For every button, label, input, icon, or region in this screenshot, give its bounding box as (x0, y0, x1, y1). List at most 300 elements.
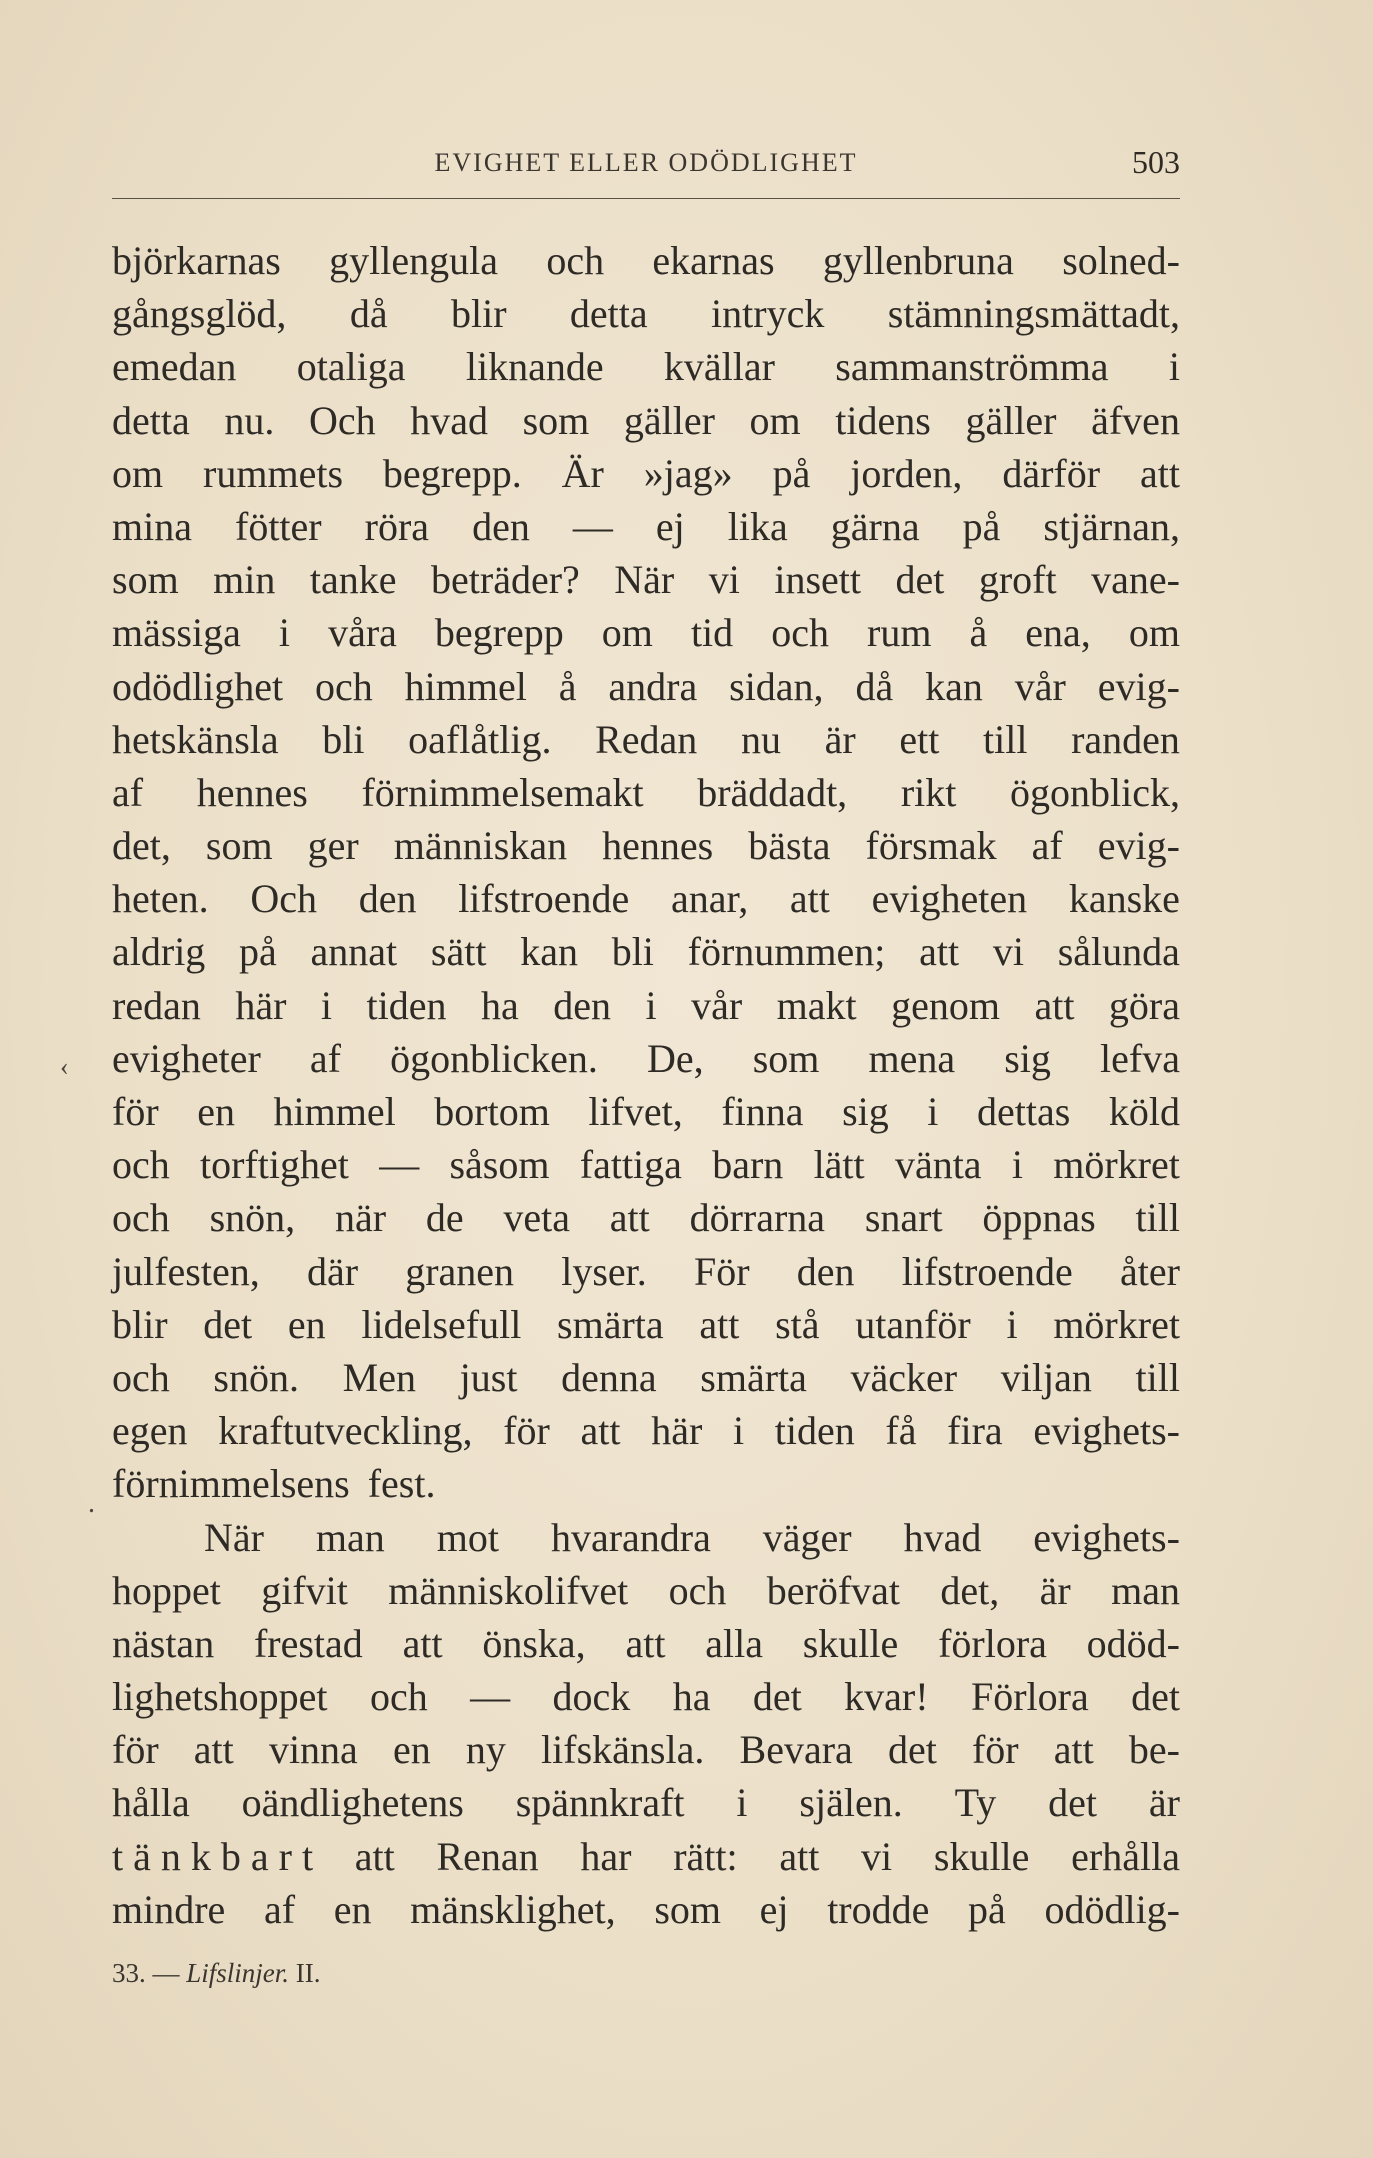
word: gäller (965, 397, 1057, 443)
word: blir (450, 291, 507, 337)
text-line (112, 553, 1180, 606)
signature-dash: — (152, 1958, 180, 1988)
word: ögonblick, (1010, 769, 1180, 815)
page-number: 503 (1132, 144, 1180, 180)
word: där (306, 1248, 359, 1294)
word: mörkret (1053, 1301, 1180, 1347)
word: mena (868, 1035, 956, 1081)
text-line (112, 713, 1180, 766)
word: ny (465, 1727, 506, 1773)
word: att (1053, 1727, 1094, 1773)
word: på (772, 450, 811, 496)
word: och (546, 238, 605, 283)
word: här (235, 982, 287, 1028)
word: mässiga (112, 610, 241, 656)
text-line (112, 1351, 1180, 1404)
word: af (309, 1035, 341, 1081)
text-line (112, 1564, 1180, 1617)
word: människan (393, 823, 568, 869)
word: kvällar (663, 344, 775, 390)
word: tid (690, 610, 734, 656)
word: själen. (799, 1780, 903, 1826)
text-line (112, 1830, 1180, 1883)
word: i (1011, 1142, 1023, 1188)
word: sig (1004, 1035, 1051, 1081)
word: man (315, 1514, 385, 1560)
word: granen (405, 1248, 515, 1294)
word: fest. (367, 1461, 436, 1507)
word: bli (322, 716, 365, 762)
word: dettas (976, 1089, 1071, 1134)
header-rule (112, 198, 1180, 199)
word: just (459, 1354, 518, 1400)
word: himmel (404, 663, 527, 709)
word: och (771, 610, 829, 656)
word: när (334, 1195, 387, 1241)
word: sidan, (729, 663, 824, 709)
word: Men (342, 1354, 416, 1400)
word: hennes (196, 769, 308, 815)
word: därför (1002, 450, 1101, 496)
word: heten. (112, 876, 209, 922)
word: en (333, 1886, 372, 1932)
book-title: Lifslinjer. (186, 1958, 290, 1988)
word: att (789, 876, 830, 922)
word: groft (978, 557, 1057, 603)
word: solned- (1062, 238, 1180, 283)
word: bästa (748, 823, 831, 869)
word: annat (310, 929, 398, 975)
text-line (112, 979, 1180, 1032)
word: förnummen; (687, 929, 886, 975)
word: kraftutveckling, (218, 1408, 473, 1454)
word: till (982, 716, 1028, 762)
body-text (112, 234, 1180, 1936)
word: beträder? (431, 557, 580, 603)
word: den (358, 876, 417, 922)
text-line (112, 660, 1180, 713)
word: då (855, 663, 894, 709)
word: kanske (1068, 876, 1180, 922)
word: gyllengula (329, 238, 498, 283)
word: sålunda (1057, 929, 1180, 975)
text-line (112, 1723, 1180, 1776)
word: hålla (112, 1780, 190, 1826)
text-line (112, 340, 1180, 393)
word: vane- (1091, 557, 1180, 603)
word: att (1034, 982, 1075, 1028)
word: det (887, 1727, 937, 1773)
text-line (112, 872, 1180, 925)
word: För (694, 1248, 750, 1294)
word: erhålla (1071, 1833, 1180, 1879)
word: liknande (465, 344, 604, 390)
word: dörrarna (689, 1195, 826, 1241)
word: lika (727, 503, 788, 549)
word: och (112, 1354, 170, 1400)
word: ett (899, 716, 940, 762)
word: för (503, 1408, 550, 1454)
text-line (112, 394, 1180, 447)
word: Renan (436, 1833, 539, 1879)
word: mänsklighet, (410, 1886, 616, 1932)
word: evighets- (1033, 1514, 1180, 1560)
word: ger (307, 823, 359, 869)
word: anar, (670, 876, 749, 922)
word: att (354, 1833, 395, 1879)
word: få (885, 1408, 917, 1454)
word: stjärnan, (1043, 503, 1180, 549)
word: hennes (602, 823, 714, 869)
word: bräddadt, (697, 769, 848, 815)
word: och (369, 1674, 428, 1720)
word: torftighet (200, 1142, 349, 1188)
word: hvad (903, 1514, 982, 1560)
word: önska, (482, 1620, 586, 1666)
word: på (239, 929, 277, 975)
word: be- (1128, 1727, 1180, 1773)
word: är (824, 716, 856, 762)
text-line (112, 1191, 1180, 1244)
word: Bevara (739, 1727, 853, 1773)
word: himmel (273, 1089, 396, 1134)
word: blir (112, 1301, 168, 1347)
word: oändlighetens (241, 1780, 464, 1826)
word: rätt: (673, 1833, 738, 1879)
word: att (609, 1195, 650, 1241)
word: och (112, 1142, 170, 1188)
word: hetskänsla (112, 716, 279, 762)
word: insett (774, 557, 861, 603)
word: smärta (557, 1301, 664, 1347)
word: äfven (1091, 397, 1180, 443)
word: en (392, 1727, 431, 1773)
word: väger (762, 1514, 852, 1560)
word: gärna (830, 503, 920, 549)
word: detta (569, 291, 648, 337)
word: som (654, 1886, 721, 1932)
word: den (472, 503, 530, 549)
word: hoppet (112, 1567, 221, 1613)
word: Och (250, 876, 317, 922)
word: viljan (1000, 1354, 1092, 1400)
word: vinna (268, 1727, 358, 1773)
word: människolifvet (388, 1567, 629, 1613)
word: »jag» (643, 450, 733, 496)
volume-number: II. (295, 1958, 321, 1988)
word: skulle (802, 1620, 899, 1666)
word: snön, (209, 1195, 296, 1241)
word: de (425, 1195, 464, 1241)
word: jorden, (850, 450, 963, 496)
word: gifvit (261, 1567, 348, 1613)
text-line (112, 1138, 1180, 1191)
word: såsom (449, 1142, 550, 1188)
word: dock (552, 1674, 631, 1720)
word: till (1135, 1195, 1180, 1241)
word: i (645, 982, 657, 1028)
word: göra (1108, 982, 1180, 1028)
word: evigheter (112, 1035, 261, 1081)
word: min (213, 557, 276, 603)
word: är (1148, 1780, 1180, 1826)
word: af (112, 769, 144, 815)
word: lefva (1100, 1035, 1180, 1081)
word: rikt (900, 769, 957, 815)
word: begrepp (434, 610, 564, 656)
word: tanke (309, 557, 397, 603)
word: kvar! (844, 1674, 929, 1720)
word: till (1135, 1354, 1180, 1400)
word: å (558, 663, 577, 709)
word: den (553, 982, 611, 1028)
word: gyllenbruna (822, 238, 1014, 283)
word: intryck (711, 291, 825, 337)
word: tiden (366, 982, 447, 1028)
word: randen (1071, 716, 1180, 762)
word: att (402, 1620, 443, 1666)
word: redan (112, 982, 201, 1028)
word: gäller (623, 397, 715, 443)
text-line (112, 1457, 1180, 1510)
word: våra (328, 610, 397, 656)
word: en (287, 1301, 326, 1347)
word: Och (308, 397, 376, 443)
text-line (112, 447, 1180, 500)
word: evig- (1097, 663, 1180, 709)
word: kan (925, 663, 983, 709)
word: det, (940, 1567, 1000, 1613)
word: det (895, 557, 945, 603)
text-line (112, 1245, 1180, 1298)
word: det (1131, 1674, 1180, 1720)
word: af (1031, 823, 1063, 869)
word: sammanströmma (835, 344, 1109, 390)
word: fira (947, 1408, 1003, 1454)
word: vi (708, 557, 740, 603)
word: Förlora (970, 1674, 1089, 1720)
word: är (1039, 1567, 1071, 1613)
word: lifskänsla. (541, 1727, 705, 1773)
word: spännkraft (515, 1780, 685, 1826)
word: att (779, 1833, 820, 1879)
word: man (1111, 1567, 1180, 1613)
word: Redan (595, 716, 698, 762)
word: att (580, 1408, 621, 1454)
text-line (112, 1776, 1180, 1829)
text-line (112, 606, 1180, 659)
word: När (614, 557, 675, 603)
word: lifvet, (588, 1089, 683, 1134)
text-line (112, 766, 1180, 819)
word: När (204, 1514, 264, 1560)
text-line (112, 1511, 1180, 1564)
word: om (601, 610, 653, 656)
word: på (968, 1886, 1006, 1932)
word: otaliga (296, 344, 406, 390)
word: ha (480, 982, 519, 1028)
word: nu. (224, 397, 275, 443)
word: ej (655, 503, 685, 549)
word: ekarnas (652, 238, 775, 283)
word: köld (1108, 1089, 1180, 1134)
word: denna (561, 1354, 657, 1400)
word: t ä n k b a r t (112, 1833, 314, 1879)
word: lifstroende (458, 876, 630, 922)
word: vår (1014, 663, 1066, 709)
word: sätt (430, 929, 487, 975)
word: björkarnas (112, 238, 281, 283)
word: oaflåtlig. (408, 716, 552, 762)
word: som (522, 397, 590, 443)
word: gångsglöd, (112, 291, 287, 337)
page-footer (112, 1958, 321, 1989)
word: hvad (410, 397, 488, 443)
word: fötter (235, 503, 322, 549)
word: i (1168, 344, 1180, 390)
word: i (1006, 1301, 1018, 1347)
word: mot (436, 1514, 499, 1560)
word: ej (759, 1886, 789, 1932)
word: i (736, 1780, 748, 1826)
word: fattiga (579, 1142, 682, 1188)
text-line (112, 1617, 1180, 1670)
word: veta (503, 1195, 570, 1241)
word: hvarandra (550, 1514, 711, 1560)
word: att (919, 929, 960, 975)
margin-dot: . (88, 1488, 95, 1519)
word: en (197, 1089, 235, 1134)
word: rum (867, 610, 932, 656)
word: det (752, 1674, 802, 1720)
word: öppnas (982, 1195, 1096, 1241)
word: i (732, 1408, 745, 1454)
word: evigheten (871, 876, 1028, 922)
word: rummets (203, 450, 344, 496)
word: förnimmelsens (112, 1461, 350, 1507)
word: vänta (894, 1142, 982, 1188)
margin-mark: ‹ (60, 1052, 69, 1081)
word: ha (672, 1674, 711, 1720)
word: då (349, 291, 388, 337)
word: att (625, 1620, 666, 1666)
word: julfesten, (112, 1248, 260, 1294)
text-line (112, 1404, 1180, 1457)
word: och (668, 1567, 727, 1613)
word: Ty (954, 1780, 997, 1826)
word: bortom (434, 1089, 550, 1134)
word: lidelsefull (361, 1301, 522, 1347)
word: i (927, 1089, 939, 1134)
word: har (580, 1833, 632, 1879)
word: aldrig (112, 929, 206, 975)
word: i (278, 610, 291, 656)
word: tiden (774, 1408, 855, 1454)
text-line (112, 1670, 1180, 1723)
word: som (205, 823, 273, 869)
word: och (112, 1195, 170, 1241)
word: lätt (813, 1142, 865, 1188)
word: evighets- (1033, 1408, 1180, 1454)
word: — (572, 503, 613, 549)
word: egen (112, 1408, 188, 1454)
text-line (112, 287, 1180, 340)
word: och (314, 663, 373, 709)
text-line (112, 1085, 1180, 1138)
word: förlora (938, 1620, 1047, 1666)
word: — (379, 1142, 420, 1188)
word: stämningsmättadt, (887, 291, 1180, 337)
word: smärta (700, 1354, 807, 1400)
word: på (962, 503, 1001, 549)
word: för (971, 1727, 1019, 1773)
word: röra (364, 503, 430, 549)
word: lighetshoppet (112, 1674, 328, 1720)
word: väcker (850, 1354, 958, 1400)
word: odödlig- (1044, 1886, 1180, 1932)
word: barn (712, 1142, 784, 1188)
word: för (112, 1089, 159, 1134)
word: ögonblicken. (390, 1035, 598, 1081)
word: trodde (827, 1886, 930, 1932)
word: frestad (253, 1620, 363, 1666)
word: det (203, 1301, 253, 1347)
word: odöd- (1086, 1620, 1180, 1666)
word: ena, (1025, 610, 1091, 656)
text-line (112, 1032, 1180, 1085)
word: mindre (112, 1886, 226, 1932)
word: beröfvat (766, 1567, 901, 1613)
signature-number: 33. (112, 1958, 146, 1988)
word: att (699, 1301, 740, 1347)
word: åter (1120, 1248, 1180, 1294)
word: mörkret (1053, 1142, 1180, 1188)
word: begrepp. (382, 450, 522, 496)
word: som (752, 1035, 820, 1081)
word: detta (112, 397, 190, 443)
word: alla (705, 1620, 763, 1666)
word: makt (776, 982, 857, 1028)
text-line (112, 925, 1180, 978)
word: emedan (112, 344, 237, 390)
word: bli (611, 929, 654, 975)
word: lifstroende (901, 1248, 1073, 1294)
word: evig- (1097, 823, 1180, 869)
word: genom (891, 982, 1000, 1028)
word: att (193, 1727, 234, 1773)
word: om (1128, 610, 1180, 656)
word: utanför (855, 1301, 971, 1347)
word: stå (775, 1301, 820, 1347)
word: vi (992, 929, 1024, 975)
text-line (112, 819, 1180, 872)
word: om (749, 397, 801, 443)
word: vi (861, 1833, 893, 1879)
word: skulle (933, 1833, 1030, 1879)
word: — (470, 1674, 511, 1720)
word: Är (561, 450, 604, 496)
word: för (112, 1727, 159, 1773)
word: snön. (213, 1354, 299, 1400)
word: nu (740, 716, 781, 762)
word: nästan (112, 1620, 215, 1666)
word: förnimmelsemakt (361, 769, 644, 815)
word: finna (721, 1089, 804, 1134)
word: kan (520, 929, 578, 975)
word: sig (842, 1089, 889, 1134)
word: lyser. (561, 1248, 647, 1294)
text-line (112, 1298, 1180, 1351)
